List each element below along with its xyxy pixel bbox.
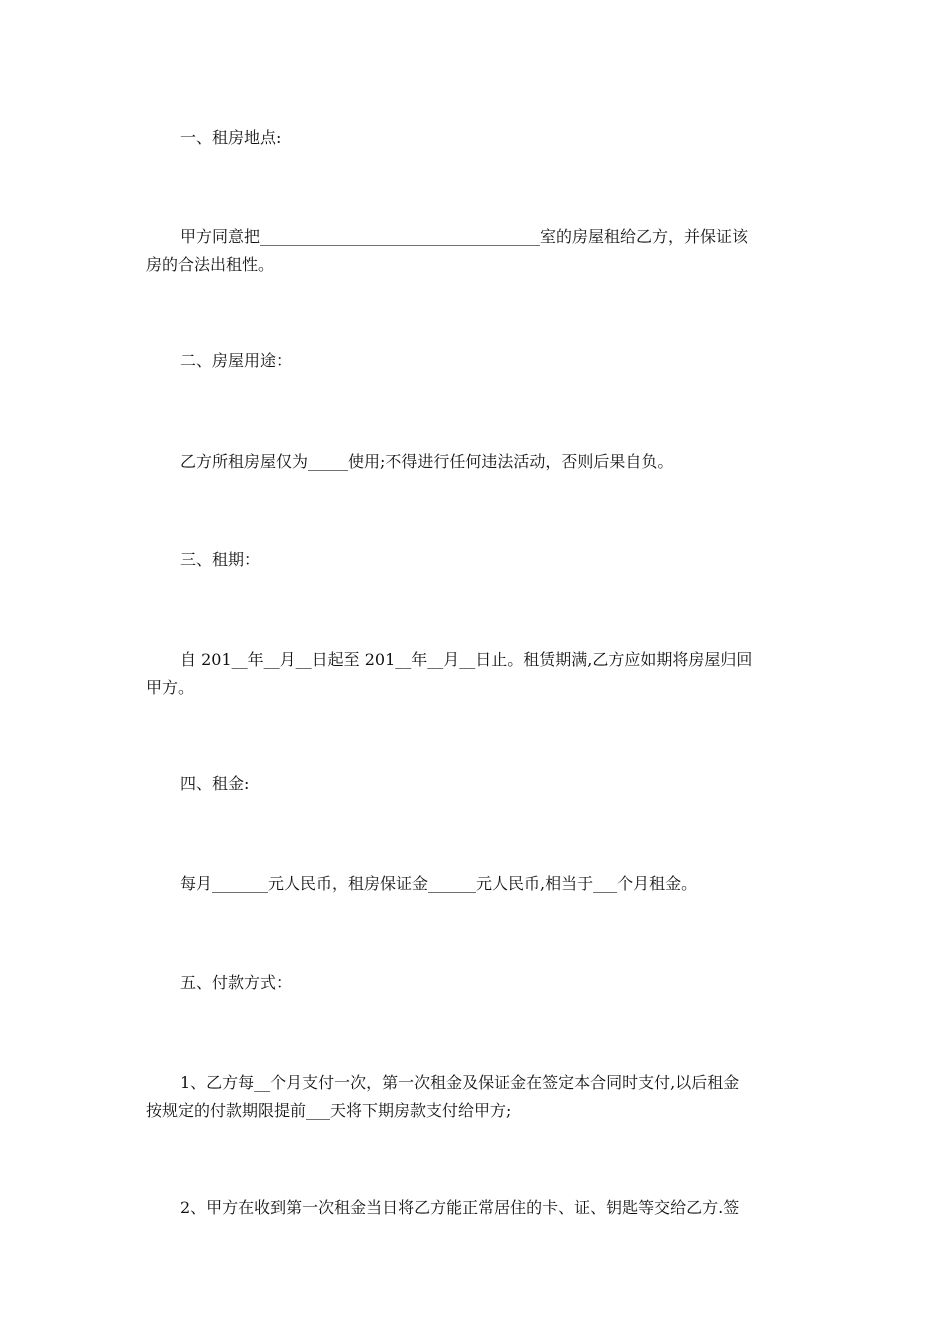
section-body-term-line-1: 自 201__年__月__日起至 201__年__月__日止。租赁期满,乙方应如期将房屋归回: [180, 650, 753, 669]
section-heading-usage: 二、房屋用途：: [180, 351, 293, 370]
payment-item-1-line-1: 1、乙方每__个月支付一次，第一次租金及保证金在签定本合同时支付,以后租金: [180, 1073, 740, 1092]
section-heading-payment: 五、付款方式：: [180, 973, 293, 992]
section-heading-rent: 四、租金:: [180, 774, 250, 793]
section-body-term-line-2: 甲方。: [146, 678, 195, 697]
section-body-location-line-2: 房的合法出租性。: [146, 255, 275, 274]
section-heading-term: 三、租期：: [180, 550, 261, 569]
section-body-location-line-1: 甲方同意把___________________________________室的房屋租给乙方，并保证该: [180, 227, 749, 246]
payment-item-2-line-1: 2、甲方在收到第一次租金当日将乙方能正常居住的卡、证、钥匙等交给乙方.签: [180, 1198, 740, 1217]
section-body-rent-line-1: 每月_______元人民币，租房保证金______元人民币,相当于___个月租金。: [180, 874, 698, 893]
section-heading-location: 一、租房地点:: [180, 128, 282, 147]
section-body-usage-line-1: 乙方所租房屋仅为_____使用;不得进行任何违法活动，否则后果自负。: [180, 452, 674, 471]
payment-item-1-line-2: 按规定的付款期限提前___天将下期房款支付给甲方;: [146, 1101, 512, 1120]
